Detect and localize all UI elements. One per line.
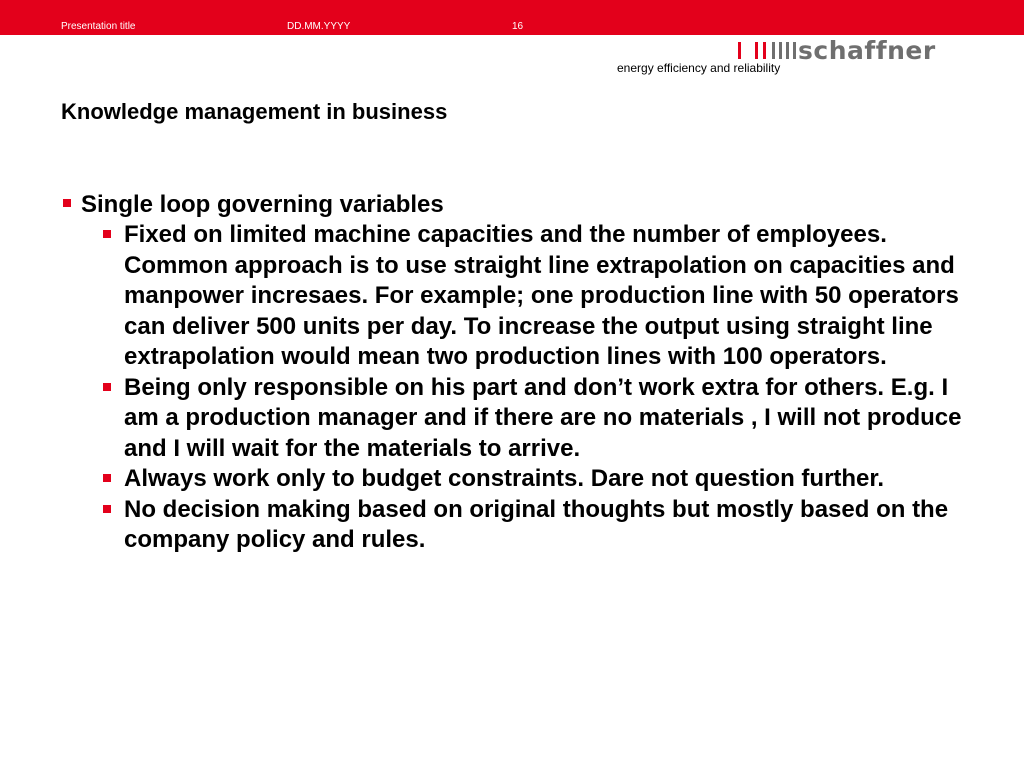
main-bullet <box>61 190 966 220</box>
main-bullet-text: Single loop governing variables <box>81 191 444 218</box>
sub-bullet-text: Being only responsible on his part and don’t work extra for others. E.g. I am a production manager and if there are no materials , I will not produce and I will wait for the materials to arrive. <box>124 373 962 462</box>
bullet-square-icon <box>103 505 111 513</box>
sub-bullet-text: Always work only to budget constraints. Dare not question further. <box>124 465 885 492</box>
schaffner-logo <box>738 39 966 61</box>
presentation-title: Presentation title <box>61 21 136 32</box>
bullet-square-icon <box>103 383 111 391</box>
brand-tagline: energy efficiency and reliability <box>617 61 781 75</box>
bullet-square-icon <box>103 230 111 238</box>
bullet-square-icon <box>103 474 111 482</box>
sub-bullet <box>61 464 966 495</box>
sub-bullet-text: Fixed on limited machine capacities and the number of employees. Common approach is to use straight line extrapolation on capacities and manpower incresaes. For example; one production line with 50 operators can deliver 500 units per day. To increase the output using straight line extrapolation would mean two production lines with 100 operators. <box>124 221 959 370</box>
sub-bullet <box>61 220 966 373</box>
slide-title: Knowledge management in business <box>61 99 448 124</box>
header-bar <box>0 0 1024 35</box>
slide-content <box>61 190 966 556</box>
sub-bullet-list <box>61 220 966 556</box>
sub-bullet <box>61 373 966 465</box>
bullet-square-icon <box>63 199 71 207</box>
svg-text:schaffner: schaffner <box>798 39 936 61</box>
sub-bullet-text: No decision making based on original thoughts but mostly based on the company policy and rules. <box>124 495 949 553</box>
presentation-date: DD.MM.YYYY <box>287 21 351 32</box>
sub-bullet <box>61 495 966 556</box>
page-number: 16 <box>512 21 524 32</box>
